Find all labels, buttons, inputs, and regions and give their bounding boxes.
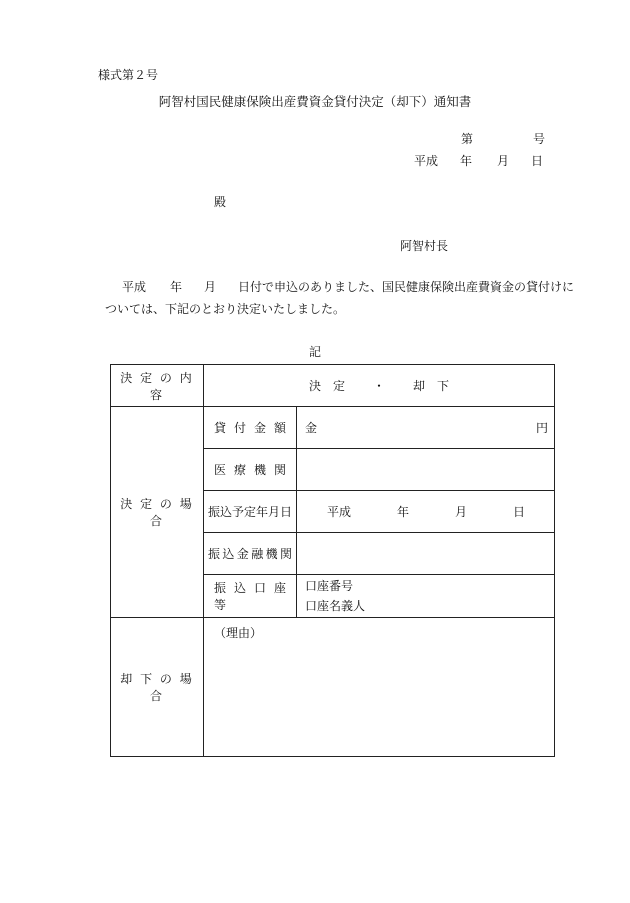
- body-line-1: [122, 278, 574, 295]
- decision-options: [204, 365, 555, 407]
- account-number-label: 口座番号: [305, 579, 354, 593]
- body-rest: 日付で申込のありました、国民健康保険出産費資金の貸付けに: [238, 280, 575, 294]
- transfer-date-label: 振込予定年月日: [204, 491, 297, 533]
- ki-heading: 記: [308, 345, 321, 359]
- account-label: 振 込 口 座 等: [204, 575, 297, 618]
- decision-separator: ・: [373, 379, 386, 393]
- account-field[interactable]: [297, 575, 555, 618]
- loan-amount-field[interactable]: [297, 407, 555, 449]
- body-year: 年: [170, 280, 183, 294]
- medical-field[interactable]: [297, 449, 555, 491]
- document-title: 阿智村国民健康保険出産費資金貸付決定（却下）通知書: [158, 94, 472, 109]
- loan-amount-label: 貸 付 金 額: [204, 407, 297, 449]
- date-year: 年: [460, 154, 473, 168]
- loan-amount-suffix: 円: [536, 421, 549, 435]
- body-era: 平成: [122, 280, 147, 294]
- transfer-day: 日: [513, 505, 526, 519]
- reason-label: （理由）: [214, 626, 263, 640]
- doc-number-suffix: 号: [533, 132, 546, 146]
- bank-field[interactable]: [297, 533, 555, 575]
- transfer-era: 平成: [327, 505, 352, 519]
- addressee-suffix: 殿: [214, 195, 227, 209]
- medical-label: 医 療 機 関: [204, 449, 297, 491]
- transfer-date-field[interactable]: [297, 491, 555, 533]
- date-day: 日: [531, 154, 544, 168]
- loan-amount-prefix: 金: [305, 421, 318, 435]
- approved-label: 決 定 の 場 合: [111, 407, 204, 618]
- body-line-2: ついては、下記のとおり決定いたしました。: [105, 302, 346, 316]
- decision-label: 決 定 の 内 容: [111, 365, 204, 407]
- transfer-year: 年: [397, 505, 410, 519]
- decision-approve: 決 定: [308, 379, 345, 393]
- decision-reject: 却 下: [413, 379, 450, 393]
- bank-label: 振込金融機関: [204, 533, 297, 575]
- reason-field[interactable]: [204, 618, 555, 757]
- form-number: 様式第２号: [98, 68, 159, 82]
- doc-number-prefix: 第: [461, 132, 474, 146]
- decision-table: [110, 364, 555, 757]
- rejected-label: 却 下 の 場 合: [111, 618, 204, 757]
- account-name-label: 口座名義人: [305, 599, 366, 613]
- transfer-month: 月: [455, 505, 468, 519]
- body-month: 月: [204, 280, 217, 294]
- date-month: 月: [497, 154, 510, 168]
- issuer: 阿智村長: [400, 239, 449, 253]
- date-era: 平成: [414, 154, 439, 168]
